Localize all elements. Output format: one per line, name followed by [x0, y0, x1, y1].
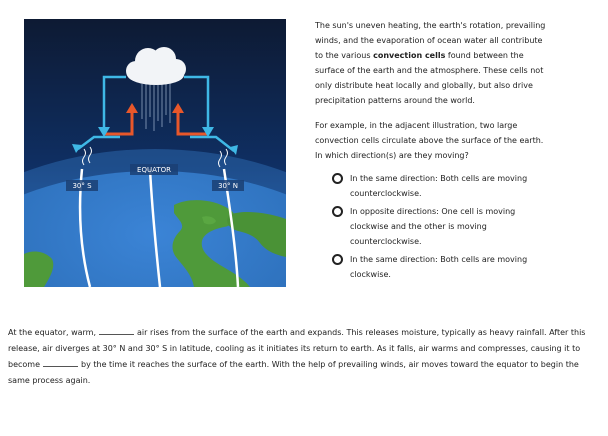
- blank-input-2[interactable]: [43, 358, 78, 367]
- answer-options: [315, 171, 547, 282]
- blank-input-1[interactable]: [99, 326, 134, 335]
- option-3[interactable]: [315, 252, 547, 282]
- option-3-radio[interactable]: [332, 254, 343, 265]
- convection-illustration: [24, 19, 286, 287]
- option-1-label: In the same direction: Both cells are moving counterclockwise.: [350, 174, 528, 198]
- question-panel: [315, 18, 547, 285]
- option-2-label: In opposite directions: One cell is moving clockwise and the other is moving counterclockwise.: [350, 207, 516, 246]
- option-2[interactable]: [315, 204, 547, 249]
- question-text: For example, in the adjacent illustration, two large convection cells circulate above the surface of the earth. In which direction(s) are they moving?: [315, 121, 544, 160]
- term-convection-cells: convection cells: [373, 51, 446, 60]
- convection-diagram: [24, 19, 286, 287]
- option-3-label: In the same direction: Both cells are moving clockwise.: [350, 255, 528, 279]
- option-1-radio[interactable]: [332, 173, 343, 184]
- lat-south-label: 30° S: [72, 182, 92, 190]
- intro-paragraph: The sun's uneven heating, the earth's rotation, prevailing winds, and the evaporation of ocean water all contribute to the various convection cells found between the surface of the earth and the atmosphere. These cells not only distribute heat locally and globally, but also drive precipitation patterns around the world.: [315, 21, 546, 105]
- option-1[interactable]: [315, 171, 547, 201]
- option-2-radio[interactable]: [332, 206, 343, 217]
- lat-north-label: 30° N: [218, 182, 238, 190]
- equator-label: EQUATOR: [137, 166, 171, 174]
- fill-in-passage: At the equator, warm, air rises from the surface of the earth and expands. This releases moisture, typically as heavy rainfall. After this release, air diverges at 30° N and 30° S in latitude, cooling as it initiates its return to earth. As it falls, air warms and compresses, causing it to become by the time it reaches the surface of the earth. With the help of prevailing winds, air moves toward the equator to begin the same process again.: [8, 328, 586, 385]
